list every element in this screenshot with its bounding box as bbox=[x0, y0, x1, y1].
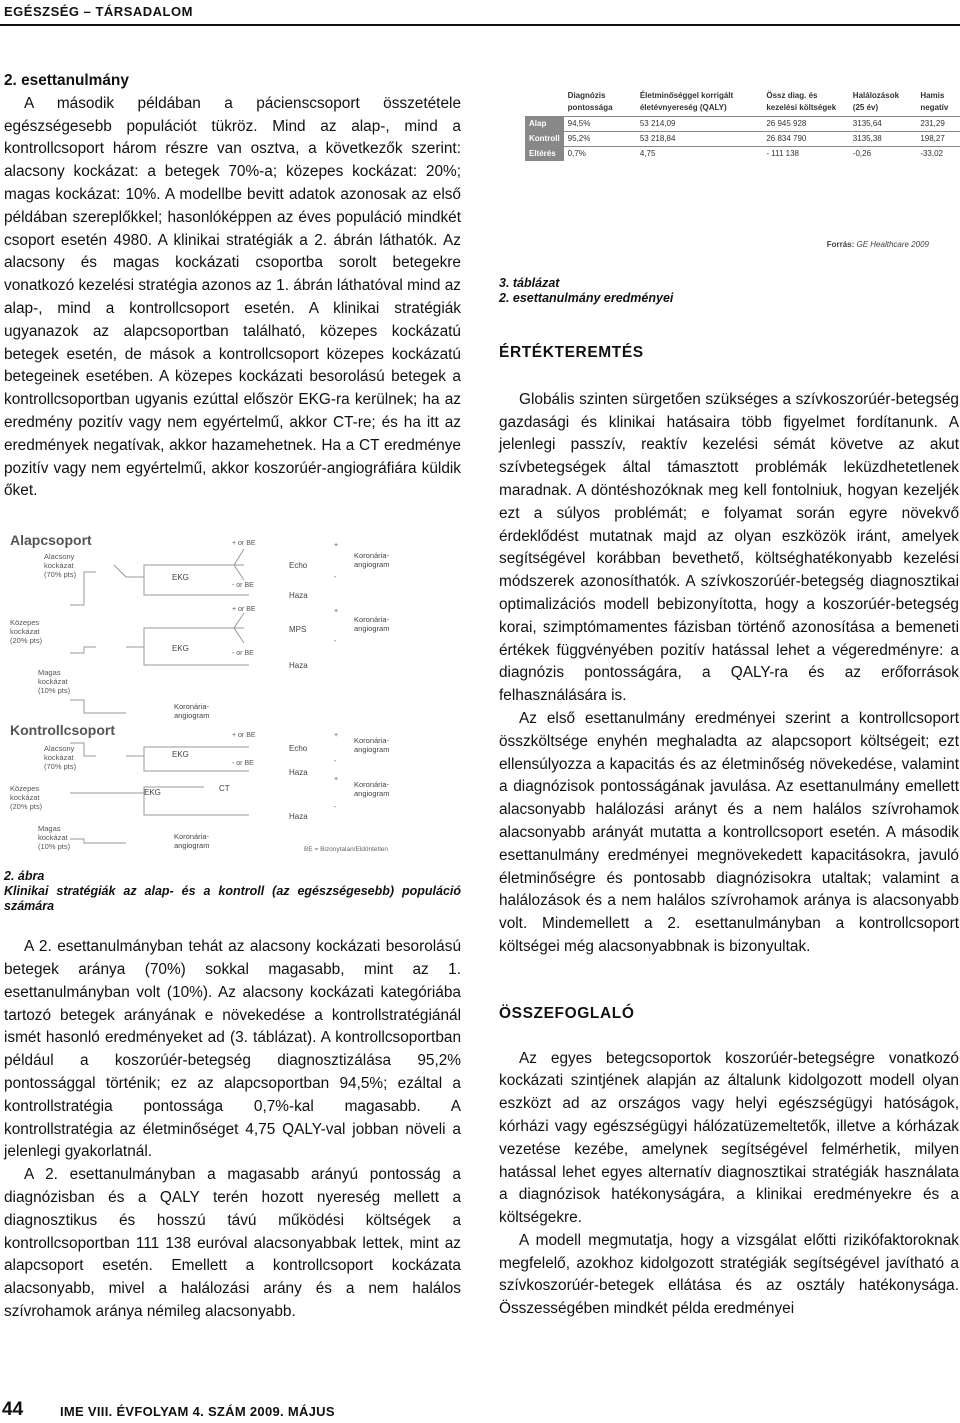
svg-text:Koronária-: Koronária- bbox=[174, 702, 210, 712]
figure-2 bbox=[4, 525, 461, 855]
section-heading-ertekteremtes: ÉRTÉKTEREMTÉS bbox=[499, 344, 644, 361]
svg-text:Közepes: Közepes bbox=[10, 618, 40, 628]
journal-info: IME VIII. ÉVFOLYAM 4. SZÁM 2009. MÁJUS bbox=[60, 1404, 335, 1419]
svg-text:Koronária-: Koronária- bbox=[174, 832, 210, 842]
svg-text:Echo: Echo bbox=[289, 561, 308, 571]
table-caption bbox=[499, 276, 959, 306]
strategy-tree-diagram bbox=[4, 525, 461, 855]
left-paragraph-2: A 2. esettanulmányban tehát az alacsony kockázati besorolású betegek aránya (70%) sokkal magasabb, mint az 1. esettanulmányban volt (10%). Az alacsony kockázati kategóriába tartozó betegek arányának e növekedése a kontrollstratégiánál ismét hasonló eredményeket ad (3. táblázat). A kontrollcsoportban például a koszorúér-betegség diagnosztizálása 95,2% pontossággal történik; ez az alapcsoportban 94,5%; ezáltal a kontrollstratégia pontossága 0,7%-kal magasabb. A kontrollstratégia az életminőséget 4,75 QALY-val jobban növeli a jelenlegi gyakorlatnál. bbox=[4, 938, 461, 1161]
table-row: Eltérés 0,7% 4,75 - 111 138 -0,26 -33,02 bbox=[525, 147, 960, 162]
svg-text:EKG: EKG bbox=[172, 750, 189, 760]
svg-text:Haza: Haza bbox=[289, 661, 308, 671]
svg-text:- or BE: - or BE bbox=[232, 582, 254, 590]
svg-text:kockázat: kockázat bbox=[44, 561, 74, 571]
svg-text:+ or BE: + or BE bbox=[232, 540, 256, 548]
page-header bbox=[0, 0, 960, 28]
test-nodes bbox=[144, 561, 308, 821]
svg-text:Közepes: Közepes bbox=[10, 784, 40, 794]
svg-text:-: - bbox=[334, 638, 337, 646]
svg-text:+: + bbox=[334, 732, 339, 740]
svg-text:Alacsony: Alacsony bbox=[44, 744, 75, 754]
right-paragraph-2: Az első esettanulmány eredményei szerint a kontrollcsoport összköltsége enyhén meghaladta az alapcsoport költségeit; ezt ellensúlyozza a kapacitás és az életminőség növekedése, valamint a diagnózisok pontosságának javulása. Az esettanulmány emellett alacsonyabb halálozási arányt és a nem halálos szívrohamok alacsonyabb arányát mutatta a kontrollcsoport esetén. A második esettanulmány eredményei megnövekedett kapacitásokra, javuló életminőségre és pontosabb diagnózisokra utaltak; valamint a halálozások és a nem halálos szívrohamok aránya is alacsonyabb volt. Mindemellett a 2. esettanulmányban a kontrollcsoport költségei még alacsonyabbnak is bizonyultak. bbox=[499, 709, 959, 955]
angio-nodes bbox=[174, 551, 390, 850]
right-paragraph-3: Az egyes betegcsoportok koszorúér-betegségre vonatkozó kockázati szintjének alapján az általunk kidolgozott modell olyan eszközt ad az országos vagy helyi egészségügyi hatóságok, kórházi vagy egészségügyi hálózatüzemeltetők, illetve a kórházak vezetése kezébe, amelynek segítségével felmérhetik, milyen hatással lehet egyes alternatív diagnosztikai stratégiák használata a diagnózisok hatékonyságára, a klinikai eredményekre és a költségekre. bbox=[499, 1049, 959, 1227]
category-label: EGÉSZSÉG – TÁRSADALOM bbox=[4, 4, 193, 19]
table-caption-number: 3. táblázat bbox=[499, 276, 560, 290]
svg-text:+: + bbox=[334, 542, 339, 550]
svg-text:Koronária-: Koronária- bbox=[354, 551, 390, 561]
svg-text:Magas: Magas bbox=[38, 824, 61, 834]
results-table bbox=[525, 88, 960, 161]
svg-text:+: + bbox=[334, 776, 339, 784]
left-paragraph-3: A 2. esettanulmányban a magasabb arányú pontosság a diagnózisban és a QALY terén hozott nyereség mellett a diagnosztikus és hosszú távú működési költségek a kontrollcsoportban 111 138 euróval alacsonyabbak lettek, mint az alapcsoport esetén. Emellett a kontrollcsoport kockázata alacsonyabb, mivel a halálozási arány és a nem halálos szívrohamok aránya némileg alacsonyabb. bbox=[4, 1166, 461, 1320]
svg-text:(10% pts): (10% pts) bbox=[38, 842, 71, 852]
right-column bbox=[499, 70, 959, 1321]
svg-text:Koronária-: Koronária- bbox=[354, 780, 390, 790]
table-row: Kontroll 95,2% 53 218,84 26 834 790 3135,38 198,27 bbox=[525, 132, 960, 147]
svg-text:angiogram: angiogram bbox=[354, 745, 390, 755]
alap-risk-groups bbox=[10, 552, 77, 695]
left-paragraph-1: A második példában a pácienscsoport összetétele egészségesebb populációt tükröz. Mind az alap-, mind a kontrollcsoport három részre van osztva, a következők szerint: alacsony kockázat: a betegek 70%-a; közepes kockázat: 20%; magas kockázat: 10%. A modellbe bevitt adatok azonosak az első példában szereplőkkel; hasonlóképpen az éves populáció mindkét csoport esetén 4980. A klinikai stratégiák a 2. ábrán láthatók. Az alacsony és magas kockázati csoportba sorolt betegekre vonatkozó kezelési stratégia azonos az 1. ábrán láthatóval mind az alap-, mind a kontrollcsoport esetén. A klinikai stratégiák ugyanazok az alapcsoportban található, közepes kockázatú betegek esetén, de mások a kontrollcsoport közepes kockázatú betegeinek esetében. A közepes kockázati besorolású betegek a kontrollcsoportban ugyanis ezúttal először EKG-ra kerülnek; ha az eredmény pozitív vagy nem egyértelmű, akkor CT-re; és ha itt az eredmények negatívak, akkor hazamehetnek. Ha a CT eredménye pozitív vagy nem egyértelmű, akkor koszorúér-angiográfiára küldik őket. bbox=[4, 94, 461, 500]
svg-text:Haza: Haza bbox=[289, 812, 308, 822]
table-source: Forrás: GE Healthcare 2009 bbox=[826, 240, 929, 249]
svg-text:EKG: EKG bbox=[144, 788, 161, 798]
svg-text:(20% pts): (20% pts) bbox=[10, 802, 43, 812]
figure-legend: BE = Bizonytalan/Eldöntetlen bbox=[304, 846, 389, 854]
svg-text:angiogram: angiogram bbox=[174, 841, 210, 851]
svg-text:-: - bbox=[334, 804, 337, 812]
svg-text:+ or BE: + or BE bbox=[232, 732, 256, 740]
section-heading-osszefoglalo: ÖSSZEFOGLALÓ bbox=[499, 1004, 635, 1022]
svg-text:angiogram: angiogram bbox=[354, 560, 390, 570]
svg-text:-: - bbox=[334, 574, 337, 582]
svg-text:Koronária-: Koronária- bbox=[354, 615, 390, 625]
left-column bbox=[4, 70, 461, 1324]
case-study-heading: 2. esettanulmány bbox=[4, 72, 129, 89]
svg-text:CT: CT bbox=[219, 784, 230, 794]
connector-lines bbox=[70, 549, 249, 843]
svg-text:+ or BE: + or BE bbox=[232, 606, 256, 614]
svg-text:kockázat: kockázat bbox=[38, 677, 68, 687]
svg-text:Echo: Echo bbox=[289, 744, 308, 754]
svg-text:MPS: MPS bbox=[289, 625, 307, 635]
svg-text:Koronária-: Koronária- bbox=[354, 736, 390, 746]
svg-text:kockázat: kockázat bbox=[44, 753, 74, 763]
svg-text:Haza: Haza bbox=[289, 768, 308, 778]
svg-text:+: + bbox=[334, 608, 339, 616]
branch-labels bbox=[232, 540, 338, 811]
svg-text:angiogram: angiogram bbox=[354, 789, 390, 799]
svg-text:angiogram: angiogram bbox=[174, 711, 210, 721]
right-paragraph-4: A modell megmutatja, hogy a vizsgálat előtti rizikófaktoroknak megfelelő, azokhoz kidolgozott stratégiák segítségével javítható a szívkoszorúér-betegek ellátása és az osztály hatékonysága. Összességében mindkét példa eredményei bbox=[499, 1231, 959, 1318]
kontroll-risk-groups bbox=[10, 744, 77, 851]
kontroll-title: Kontrollcsoport bbox=[10, 722, 115, 739]
svg-text:Haza: Haza bbox=[289, 591, 308, 601]
svg-text:Alacsony: Alacsony bbox=[44, 552, 75, 562]
table-row: Alap 94,5% 53 214,09 26 945 928 3135,64 231,29 bbox=[525, 117, 960, 132]
svg-text:(70% pts): (70% pts) bbox=[44, 762, 77, 772]
svg-text:-: - bbox=[334, 758, 337, 766]
table-caption-text: 2. esettanulmány eredményei bbox=[499, 291, 674, 305]
svg-text:(20% pts): (20% pts) bbox=[10, 636, 43, 646]
svg-text:kockázat: kockázat bbox=[38, 833, 68, 843]
svg-text:- or BE: - or BE bbox=[232, 760, 254, 768]
svg-text:(10% pts): (10% pts) bbox=[38, 686, 71, 696]
figure-caption-number: 2. ábra bbox=[4, 869, 45, 884]
header-rule bbox=[0, 24, 960, 26]
svg-text:EKG: EKG bbox=[172, 644, 189, 654]
results-table-box bbox=[525, 88, 960, 264]
figure-caption-text: Klinikai stratégiák az alap- és a kontroll (az egészségesebb) populáció számára bbox=[4, 884, 461, 914]
page-number: 44 bbox=[2, 1399, 24, 1420]
figure-caption bbox=[4, 869, 461, 914]
svg-text:EKG: EKG bbox=[172, 573, 189, 583]
svg-text:(70% pts): (70% pts) bbox=[44, 570, 77, 580]
table-header-row: Diagnózis pontossága Életminőséggel korrigált életévnyereség (QALY) Össz diag. és kezelési költségek Halálozások (25 év) Hamis negatív bbox=[567, 91, 949, 112]
page-footer bbox=[0, 1396, 960, 1423]
svg-text:kockázat: kockázat bbox=[10, 627, 40, 637]
alap-title: Alapcsoport bbox=[10, 532, 92, 549]
svg-text:- or BE: - or BE bbox=[232, 650, 254, 658]
svg-text:angiogram: angiogram bbox=[354, 624, 390, 634]
svg-text:Magas: Magas bbox=[38, 668, 61, 678]
right-paragraph-1: Globális szinten sürgetően szükséges a szívkoszorúér-betegség gazdasági és klinikai hatásaira több figyelmet fordítanunk. A jelenlegi passzív, reaktív kezelési sémát követve az akut szívbetegségek által támasztott problémák leküzdhetetlenek maradnak. A döntéshozóknak meg kell fontolniuk, hogyan kezeljék ezt a súlyos problémát; e folyamat során egyre növekvő érdeklődést mutatnak majd az olyan eszközök iránt, amelyek segítségével korábban bevethető, költséghatékonyabb kezelési módszerek azonosíthatók. A szívkoszorúér-betegség diagnosztikai optimalizációs modell bebizonyította, hogy a koszorúér-betegség korai, szimptómamentes fázisban történő azonosítása a bemeneti értékek függvényében pozitív hatással lehet a végeredményre: a diagnózis pontosságára, a QALY-ra és az erőforrások felhasználására is. bbox=[499, 390, 959, 705]
svg-text:kockázat: kockázat bbox=[10, 793, 40, 803]
